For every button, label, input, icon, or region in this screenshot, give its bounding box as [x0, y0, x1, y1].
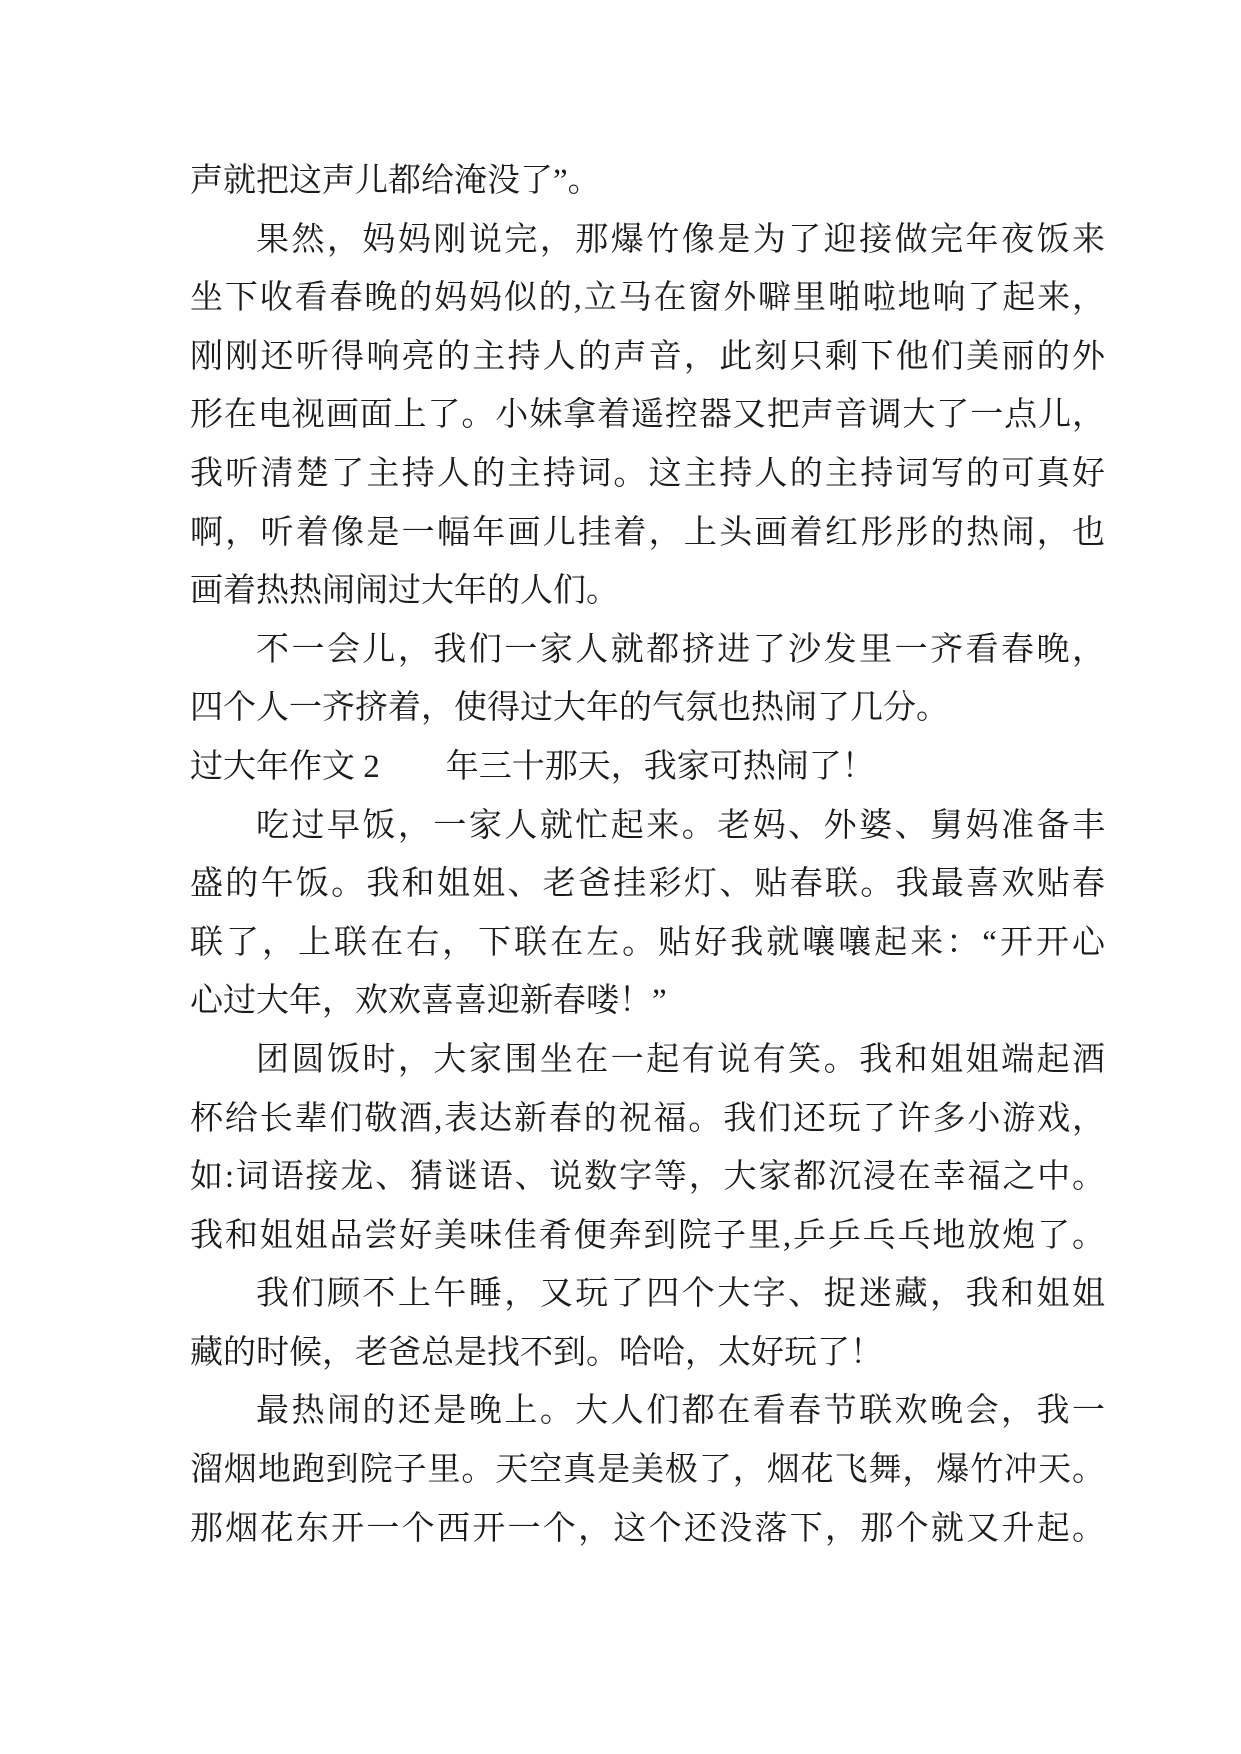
text-line: 画着热热闹闹过大年的人们。	[190, 573, 619, 610]
text-line: 果然，妈妈刚说完，那爆竹像是为了迎接做完年夜饭来	[256, 221, 1105, 258]
text-line: 盛的午饭。我和姐姐、老爸挂彩灯、贴春联。我最喜欢贴春	[190, 866, 1105, 903]
text-line: 如:词语接龙、猜谜语、说数字等，大家都沉浸在幸福之中。	[190, 1159, 1105, 1196]
text-line: 团圆饭时，大家围坐在一起有说有笑。我和姐姐端起酒	[256, 1041, 1105, 1078]
text-line: 四个人一齐挤着，使得过大年的气氛也热闹了几分。	[190, 690, 949, 727]
text-line: 溜烟地跑到院子里。天空真是美极了，烟花飞舞，爆竹冲天。	[190, 1452, 1105, 1489]
text-block	[190, 152, 1105, 1558]
text-line: 声就把这声儿都给淹没了”。	[190, 163, 601, 199]
text-line: 藏的时候，老爸总是找不到。哈哈，太好玩了！	[190, 1334, 883, 1371]
text-line: 我听清楚了主持人的主持词。这主持人的主持词写的可真好	[190, 455, 1105, 492]
text-line: 杯给长辈们敬酒,表达新春的祝福。我们还玩了许多小游戏，	[190, 1100, 1105, 1137]
text-line: 不一会儿，我们一家人就都挤进了沙发里一齐看春晚，	[256, 631, 1105, 668]
text-line: 坐下收看春晚的妈妈似的,立马在窗外噼里啪啦地响了起来，	[190, 280, 1105, 317]
text-line: 吃过早饭，一家人就忙起来。老妈、外婆、舅妈准备丰	[256, 807, 1105, 844]
text-line: 形在电视画面上了。小妹拿着遥控器又把声音调大了一点儿，	[190, 397, 1105, 434]
text-line: 刚刚还听得响亮的主持人的声音，此刻只剩下他们美丽的外	[190, 338, 1105, 375]
text-line: 心过大年，欢欢喜喜迎新春喽！”	[190, 983, 667, 1020]
text-line: 我们顾不上午睡，又玩了四个大字、捉迷藏，我和姐姐	[256, 1276, 1105, 1313]
text-line: 最热闹的还是晚上。大人们都在看春节联欢晚会，我一	[256, 1393, 1105, 1430]
text-line: 啊，听着像是一幅年画儿挂着，上头画着红彤彤的热闹，也	[190, 514, 1105, 551]
text-line: 过大年作文 2 年三十那天，我家可热闹了！	[190, 748, 875, 785]
text-line: 联了，上联在右，下联在左。贴好我就嚷嚷起来：“开开心	[190, 924, 1105, 961]
text-line: 我和姐姐品尝好美味佳肴便奔到院子里,乒乒乓乓地放炮了。	[190, 1217, 1105, 1254]
text-line: 那烟花东开一个西开一个，这个还没落下，那个就又升起。	[190, 1510, 1105, 1547]
